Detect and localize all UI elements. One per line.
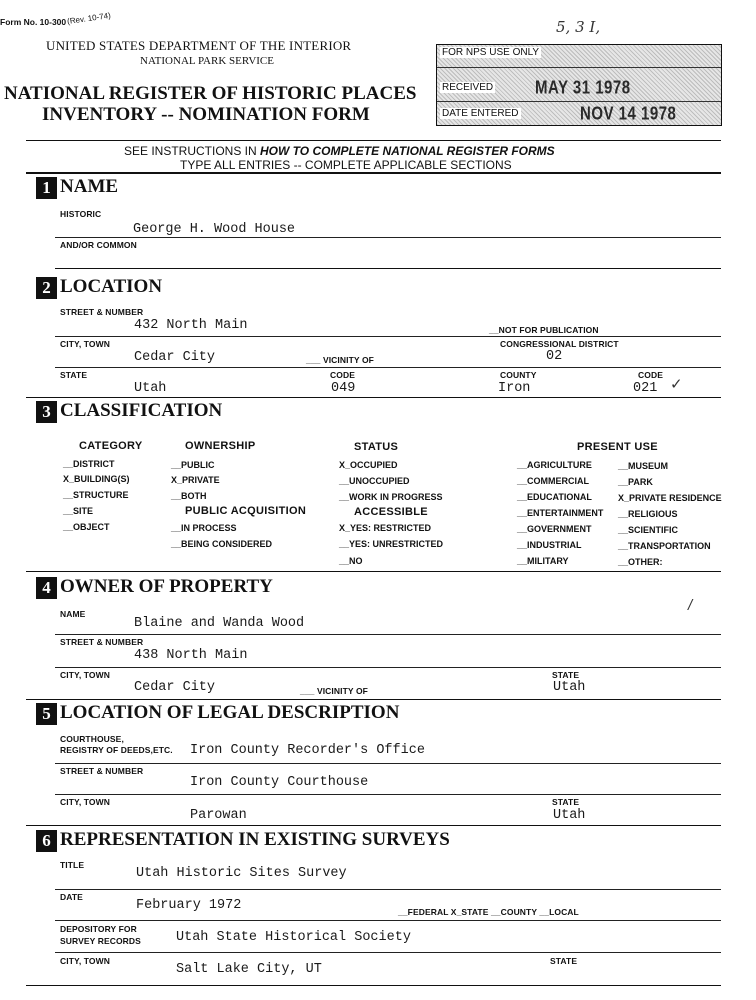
owner-street-label: STREET & NUMBER [60,637,144,647]
acquisition-being-considered: __BEING CONSIDERED [171,539,273,549]
courthouse-label-line1: COURTHOUSE, [60,734,124,744]
status-work-in-progress: __WORK IN PROGRESS [339,492,443,502]
owner-city-value: Cedar City [134,680,216,695]
survey-city-value: Salt Lake City, UT [176,962,322,977]
owner-name-label: NAME [60,609,86,619]
legal-state-value: Utah [553,808,586,823]
section-1-number: 1 [36,177,57,199]
section-2-number: 2 [36,277,57,299]
owner-city-label: CITY, TOWN [60,670,110,680]
section-6-number: 6 [36,830,57,852]
use-scientific: __SCIENTIFIC [618,525,679,535]
accessible-header: ACCESSIBLE [354,506,428,518]
location-state-value: Utah [134,381,167,396]
owner-state-value: Utah [553,680,586,695]
ownership-private: X_PRIVATE [171,475,220,485]
courthouse-value: Iron County Recorder's Office [190,743,425,758]
category-header: CATEGORY [79,440,143,452]
common-name-label: AND/OR COMMON [60,240,137,250]
ownership-both: __BOTH [171,491,207,501]
historic-name-value: George H. Wood House [133,222,296,237]
depository-label-line2: SURVEY RECORDS [60,936,141,946]
use-government: __GOVERNMENT [517,524,592,534]
status-unoccupied: __UNOCCUPIED [339,476,410,486]
section-5-title: LOCATION OF LEGAL DESCRIPTION [60,702,400,723]
service-name: NATIONAL PARK SERVICE [140,55,274,67]
form-title-line2: INVENTORY -- NOMINATION FORM [42,104,370,125]
use-transportation: __TRANSPORTATION [618,541,711,551]
state-code-label: CODE [330,370,355,380]
ownership-public: __PUBLIC [171,460,215,470]
location-street-label: STREET & NUMBER [60,307,144,317]
ownership-header: OWNERSHIP [185,440,256,452]
owner-street-value: 438 North Main [134,648,248,663]
instructions-line2: TYPE ALL ENTRIES -- COMPLETE APPLICABLE SECTIONS [180,158,512,172]
owner-state-label: STATE [552,670,580,680]
category-district: __DISTRICT [63,459,115,469]
section-6-title: REPRESENTATION IN EXISTING SURVEYS [60,829,450,850]
not-for-publication: __NOT FOR PUBLICATION [489,325,599,335]
public-acquisition-header: PUBLIC ACQUISITION [185,505,307,517]
survey-city-label: CITY, TOWN [60,956,110,966]
nps-use-box [436,44,722,126]
use-entertainment: __ENTERTAINMENT [517,508,604,518]
survey-date-value: February 1972 [136,898,242,913]
form-title-line1: NATIONAL REGISTER OF HISTORIC PLACES [4,83,417,104]
use-park: __PARK [618,477,653,487]
form-revision: (Rev. 10-74) [66,10,112,27]
present-use-header: PRESENT USE [577,441,658,453]
legal-city-value: Parowan [190,808,247,823]
location-state-label: STATE [60,370,88,380]
nps-entered-label: DATE ENTERED [442,108,519,119]
use-industrial: __INDUSTRIAL [517,540,582,550]
use-agriculture: __AGRICULTURE [517,460,592,470]
use-military: __MILITARY [517,556,569,566]
acquisition-in-process: __IN PROCESS [171,523,237,533]
survey-title-value: Utah Historic Sites Survey [136,866,347,881]
owner-name-value: Blaine and Wanda Wood [134,616,305,631]
section-4-number: 4 [36,577,57,599]
depository-value: Utah State Historical Society [176,930,411,945]
survey-date-label: DATE [60,892,83,902]
county-label: COUNTY [500,370,537,380]
form-number: Form No. 10-300 [0,17,67,27]
instructions-line1: SEE INSTRUCTIONS IN HOW TO COMPLETE NATIONAL REGISTER FORMS [124,144,555,158]
nps-box-heading: FOR NPS USE ONLY [442,47,540,58]
legal-state-label: STATE [552,797,580,807]
legal-city-label: CITY, TOWN [60,797,110,807]
congressional-district-value: 02 [546,349,563,364]
depository-label-line1: DEPOSITORY FOR [60,924,137,934]
section-3-number: 3 [36,401,57,423]
survey-title-label: TITLE [60,860,85,870]
section-4-title: OWNER OF PROPERTY [60,576,273,597]
section-5-number: 5 [36,703,57,725]
section-2-title: LOCATION [60,276,163,297]
category-site: __SITE [63,506,94,516]
owner-check-mark-icon: / [688,597,693,614]
location-city-label: CITY, TOWN [60,339,110,349]
courthouse-label-line2: REGISTRY OF DEEDS,ETC. [60,745,173,755]
nps-received-stamp: MAY 31 1978 [535,77,631,99]
county-code-label: CODE [638,370,663,380]
owner-vicinity: ___ VICINITY OF [300,686,368,696]
county-code-value: 021 [633,381,658,396]
use-private-residence: X_PRIVATE RESIDENCE [618,493,722,503]
county-value: Iron [498,381,531,396]
accessible-no: __NO [339,556,363,566]
section-1-title: NAME [60,176,119,197]
use-educational: __EDUCATIONAL [517,492,592,502]
category-structure: __STRUCTURE [63,490,129,500]
status-occupied: X_OCCUPIED [339,460,398,470]
historic-label: HISTORIC [60,209,102,219]
use-other: __OTHER: [618,557,663,567]
congressional-district-label: CONGRESSIONAL DISTRICT [500,339,619,349]
category-object: __OBJECT [63,522,110,532]
location-street-value: 432 North Main [134,318,248,333]
location-vicinity: ___ VICINITY OF [306,355,374,365]
nps-entered-stamp: NOV 14 1978 [580,103,677,125]
status-header: STATUS [354,441,399,453]
nps-received-label: RECEIVED [442,82,494,93]
handwritten-reference: 5, 3 I, [556,18,601,36]
department-name: UNITED STATES DEPARTMENT OF THE INTERIOR [46,38,352,53]
legal-street-value: Iron County Courthouse [190,775,369,790]
section-3-title: CLASSIFICATION [60,400,223,421]
legal-street-label: STREET & NUMBER [60,766,144,776]
check-mark-icon: ✓ [670,376,683,393]
survey-state-label: STATE [550,956,578,966]
accessible-yes-restricted: X_YES: RESTRICTED [339,523,432,533]
location-city-value: Cedar City [134,350,216,365]
survey-levels: __FEDERAL X_STATE __COUNTY __LOCAL [398,907,579,917]
use-religious: __RELIGIOUS [618,509,678,519]
category-buildings: X_BUILDING(S) [63,474,130,484]
use-museum: __MUSEUM [618,461,669,471]
accessible-yes-unrestricted: __YES: UNRESTRICTED [339,539,444,549]
state-code-value: 049 [331,381,356,396]
use-commercial: __COMMERCIAL [517,476,590,486]
